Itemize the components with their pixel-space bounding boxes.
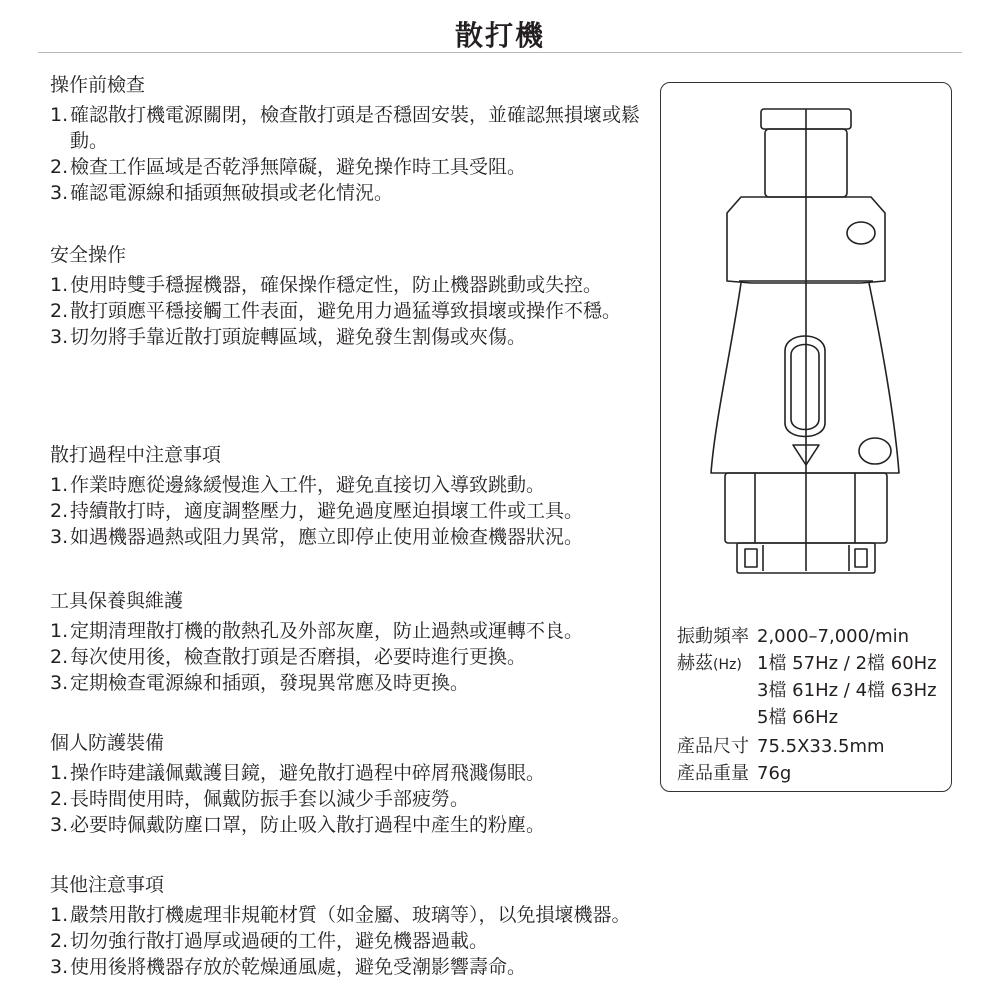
spec-label: 赫茲(Hz)	[677, 653, 742, 674]
list-item: 1. 確認散打機電源關閉，檢查散打頭是否穩固安裝，並確認無損壞或鬆動。	[50, 104, 641, 152]
spec-size	[677, 733, 885, 760]
list-item: 2. 每次使用後，檢查散打頭是否磨損，必要時進行更換。	[50, 646, 527, 668]
spec-label: 產品尺寸	[677, 736, 749, 757]
list-item: 2. 長時間使用時，佩戴防振手套以減少手部疲勞。	[50, 788, 470, 810]
list-item: 2. 檢查工作區域是否乾淨無障礙，避免操作時工具受阻。	[50, 156, 527, 178]
list-item: 1. 定期清理散打機的散熱孔及外部灰塵，防止過熱或運轉不良。	[50, 620, 584, 642]
spec-frequency	[677, 623, 909, 650]
section-pre-check	[50, 72, 640, 206]
list-item: 2. 切勿強行散打過厚或過硬的工件，避免機器過載。	[50, 930, 489, 952]
section-heading: 其他注意事項	[50, 874, 165, 896]
list-item: 3. 如遇機器過熱或阻力異常，應立即停止使用並檢查機器狀況。	[50, 526, 584, 548]
list-item: 1. 作業時應從邊緣緩慢進入工件，避免直接切入導致跳動。	[50, 474, 546, 496]
list-item: 3. 使用後將機器存放於乾燥通風處，避免受潮影響壽命。	[50, 956, 527, 978]
list-item: 2. 散打頭應平穩接觸工件表面，避免用力過猛導致損壞或操作不穩。	[50, 300, 622, 322]
spec-hertz-line2	[677, 677, 937, 704]
spec-value: 1檔 57Hz / 2檔 60Hz	[757, 653, 937, 674]
section-protective-gear	[50, 730, 660, 838]
spec-hertz-line3	[677, 704, 838, 731]
spec-value: 2,000–7,000/min	[757, 626, 910, 647]
spec-hertz	[677, 650, 937, 679]
section-other-notes	[50, 872, 770, 980]
list-item: 3. 切勿將手靠近散打頭旋轉區域，避免發生割傷或夾傷。	[50, 326, 527, 348]
product-panel	[660, 82, 952, 792]
page-title: 散打機	[454, 19, 545, 52]
spec-value: 5檔 66Hz	[757, 707, 839, 728]
tool-illustration-icon	[701, 101, 911, 581]
section-heading: 散打過程中注意事項	[50, 444, 222, 466]
section-heading: 操作前檢查	[50, 74, 146, 96]
list-item: 3. 確認電源線和插頭無破損或老化情況。	[50, 182, 394, 204]
spec-label: 振動頻率	[677, 626, 749, 647]
list-item: 1. 使用時雙手穩握機器，確保操作穩定性，防止機器跳動或失控。	[50, 274, 603, 296]
spec-weight	[677, 760, 791, 787]
section-process-notes	[50, 442, 670, 550]
section-heading: 安全操作	[50, 244, 127, 266]
spec-label: 產品重量	[677, 763, 749, 784]
section-safe-operation	[50, 242, 648, 350]
section-maintenance	[50, 588, 660, 696]
list-item: 2. 持續散打時，適度調整壓力，避免過度壓迫損壞工件或工具。	[50, 500, 584, 522]
list-item: 1. 嚴禁用散打機處理非規範材質（如金屬、玻璃等），以免損壞機器。	[50, 904, 631, 926]
list-item: 1. 操作時建議佩戴護目鏡，避免散打過程中碎屑飛濺傷眼。	[50, 762, 546, 784]
title-divider	[38, 52, 962, 53]
list-item: 3. 必要時佩戴防塵口罩，防止吸入散打過程中產生的粉塵。	[50, 814, 546, 836]
spec-value: 75.5X33.5mm	[757, 736, 885, 757]
section-heading: 工具保養與維護	[50, 590, 184, 612]
spec-value: 76g	[757, 763, 792, 784]
spec-value: 3檔 61Hz / 4檔 63Hz	[757, 680, 937, 701]
list-item: 3. 定期檢查電源線和插頭，發現異常應及時更換。	[50, 672, 470, 694]
section-heading: 個人防護裝備	[50, 732, 165, 754]
